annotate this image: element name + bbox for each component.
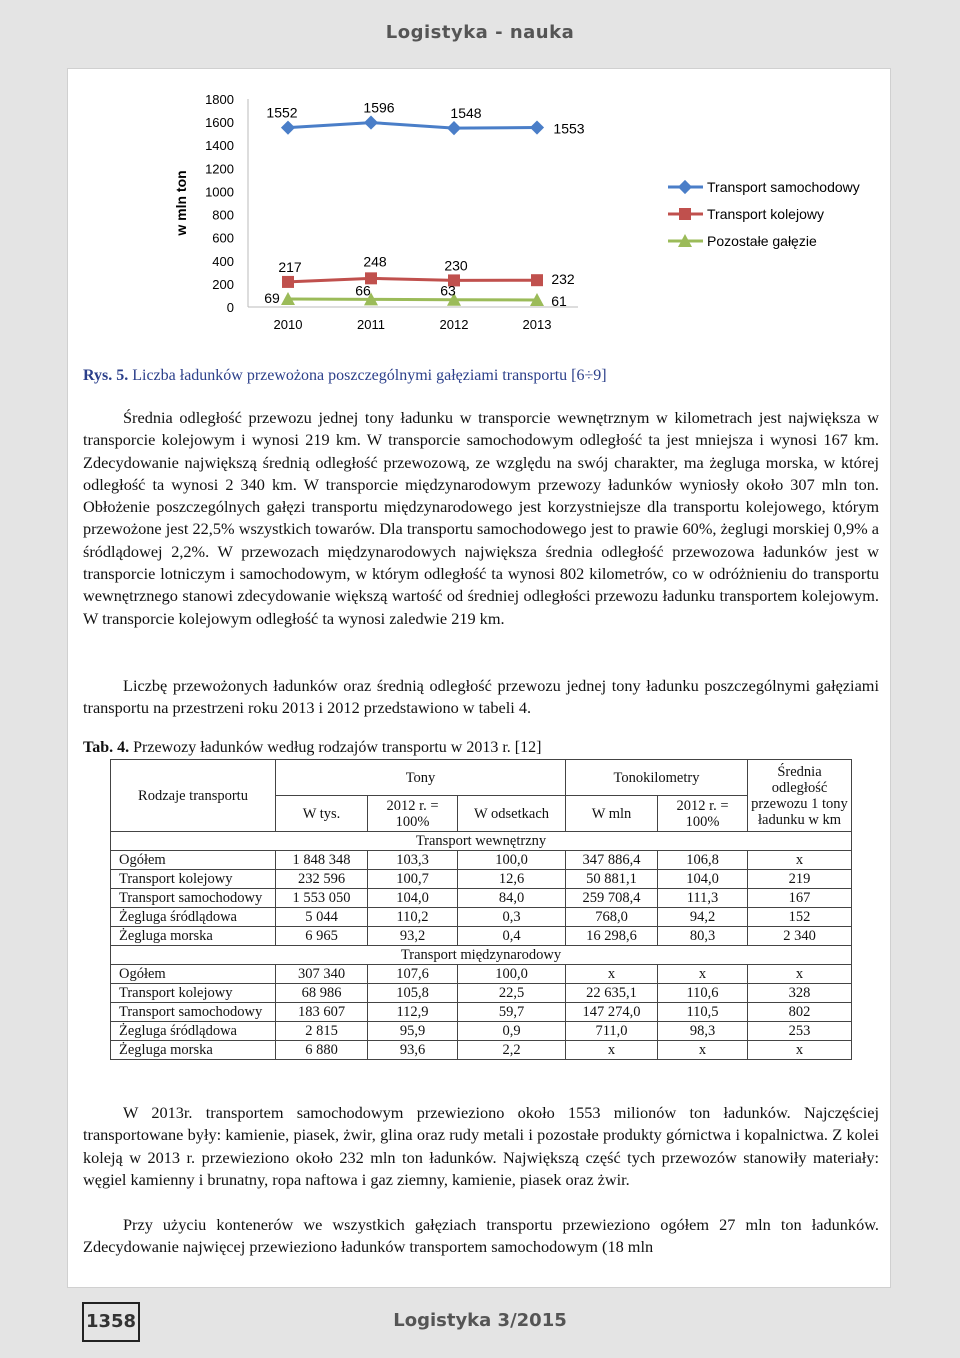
row-label: Transport samochodowy bbox=[111, 889, 276, 908]
row-label: Transport kolejowy bbox=[111, 984, 276, 1003]
table-cell: 100,7 bbox=[368, 870, 458, 889]
table-cell: 232 596 bbox=[276, 870, 368, 889]
table-cell: 16 298,6 bbox=[566, 927, 658, 946]
figure-caption bbox=[83, 367, 607, 385]
figure-caption-text: Liczba ładunków przewożona poszczególnymi gałęziami transportu [6÷9] bbox=[132, 367, 607, 384]
y-axis-label: w mln ton bbox=[173, 170, 189, 236]
page-sheet bbox=[67, 68, 891, 1288]
table-cell: 103,3 bbox=[368, 851, 458, 870]
x-tick-label: 2012 bbox=[439, 317, 469, 332]
y-tick-label: 400 bbox=[212, 253, 234, 269]
section-transport-miedzynarodowy: Transport międzynarodowy bbox=[111, 946, 852, 965]
data-label: 1553 bbox=[553, 120, 585, 137]
paragraph-4: Przy użyciu kontenerów we wszystkich gałęziach transportu przewieziono ogółem 27 mln ton ładunków. Zdecydowanie najwięcej przewieziono ładunków transportem samochodowym (18 mln bbox=[83, 1215, 879, 1257]
journal-footer: Logistyka 3/2015 bbox=[393, 1310, 567, 1331]
data-label: 63 bbox=[440, 282, 456, 299]
table-cell: 347 886,4 bbox=[566, 851, 658, 870]
table-cell: 104,0 bbox=[658, 870, 748, 889]
table-cell: 0,9 bbox=[458, 1022, 566, 1041]
table-cell: x bbox=[658, 1041, 748, 1060]
y-tick-label: 1600 bbox=[205, 115, 234, 131]
table-cell: 112,9 bbox=[368, 1003, 458, 1022]
legend-marker bbox=[678, 180, 692, 194]
table-cell: 95,9 bbox=[368, 1022, 458, 1041]
table-cell: 68 986 bbox=[276, 984, 368, 1003]
header-2012-tony: 2012 r. = 100% bbox=[368, 796, 458, 832]
chart-svg bbox=[168, 81, 908, 341]
row-label: Żegluga morska bbox=[111, 1041, 276, 1060]
table-cell: 147 274,0 bbox=[566, 1003, 658, 1022]
line-chart bbox=[168, 81, 908, 346]
x-tick-label: 2013 bbox=[522, 317, 552, 332]
header-rodzaje: Rodzaje transportu bbox=[111, 760, 276, 832]
y-tick-label: 0 bbox=[226, 300, 234, 315]
row-label: Żegluga śródlądowa bbox=[111, 908, 276, 927]
series-line bbox=[288, 278, 537, 282]
table-cell: 93,2 bbox=[368, 927, 458, 946]
table-cell: 105,8 bbox=[368, 984, 458, 1003]
legend-label: Transport samochodowy bbox=[707, 179, 860, 195]
table-cell: 328 bbox=[748, 984, 852, 1003]
table-row bbox=[111, 1041, 852, 1060]
data-label: 230 bbox=[444, 257, 468, 274]
table-cell: 98,3 bbox=[658, 1022, 748, 1041]
table-caption-text: Przewozy ładunków według rodzajów transportu w 2013 r. [12] bbox=[133, 739, 542, 756]
table-cell: 110,2 bbox=[368, 908, 458, 927]
header-w-tys: W tys. bbox=[276, 796, 368, 832]
data-label: 1596 bbox=[363, 99, 395, 116]
table-cell: 22,5 bbox=[458, 984, 566, 1003]
table-cell: 1 848 348 bbox=[276, 851, 368, 870]
table-row bbox=[111, 870, 852, 889]
table-cell: 110,5 bbox=[658, 1003, 748, 1022]
table-cell: 152 bbox=[748, 908, 852, 927]
legend-marker bbox=[679, 208, 691, 220]
page-number: 1358 bbox=[82, 1302, 140, 1342]
table-cell: 59,7 bbox=[458, 1003, 566, 1022]
data-label: 61 bbox=[551, 292, 567, 309]
table-cell: 768,0 bbox=[566, 908, 658, 927]
row-label: Ogółem bbox=[111, 965, 276, 984]
table-cell: 167 bbox=[748, 889, 852, 908]
row-label: Żegluga morska bbox=[111, 927, 276, 946]
y-tick-label: 1800 bbox=[205, 92, 234, 107]
table-cell: 0,3 bbox=[458, 908, 566, 927]
table-cell: 6 965 bbox=[276, 927, 368, 946]
table-caption bbox=[83, 739, 541, 757]
table-cell: 50 881,1 bbox=[566, 870, 658, 889]
section-transport-wewnetrzny: Transport wewnętrzny bbox=[111, 832, 852, 851]
table-cell: 106,8 bbox=[658, 851, 748, 870]
row-label: Ogółem bbox=[111, 851, 276, 870]
legend-label: Pozostałe gałęzie bbox=[707, 233, 817, 249]
table-cell: 80,3 bbox=[658, 927, 748, 946]
data-label: 69 bbox=[264, 290, 280, 307]
x-tick-label: 2010 bbox=[273, 317, 303, 332]
table-cell: x bbox=[748, 851, 852, 870]
paragraph-3: W 2013r. transportem samochodowym przewieziono około 1553 milionów ton ładunków. Najczęściej transportowane były: kamienie, piasek, żwir, glina oraz rudy metali i pozostałe produkty górnictwa i kopalnictwa. Z kolei koleją w 2013 r. przewieziono około 232 mln ton ładunków. Największą część tych przewozów stanowiły materiały: węgiel kamienny i brunatny, ropa naftowa i gaz ziemny, kamienie, piasek oraz żwir. bbox=[83, 1103, 879, 1189]
series-line bbox=[288, 299, 537, 300]
table-cell: 5 044 bbox=[276, 908, 368, 927]
table-cell: 2 815 bbox=[276, 1022, 368, 1041]
table-cell: 84,0 bbox=[458, 889, 566, 908]
data-point-samochodowy bbox=[530, 120, 544, 134]
data-point-samochodowy bbox=[364, 116, 378, 130]
series-line bbox=[288, 123, 537, 129]
table-row bbox=[111, 1003, 852, 1022]
table-cell: 0,4 bbox=[458, 927, 566, 946]
figure-caption-label: Rys. 5. bbox=[83, 367, 129, 384]
table-cell: 100,0 bbox=[458, 965, 566, 984]
y-tick-label: 800 bbox=[212, 207, 234, 223]
header-w-odsetkach: W odsetkach bbox=[458, 796, 566, 832]
y-tick-label: 1000 bbox=[205, 184, 234, 200]
header-tonokilometry: Tonokilometry bbox=[566, 760, 748, 796]
header-tony: Tony bbox=[276, 760, 566, 796]
table-cell: 1 553 050 bbox=[276, 889, 368, 908]
data-label: 66 bbox=[355, 282, 371, 299]
table-cell: x bbox=[566, 965, 658, 984]
table-caption-label: Tab. 4. bbox=[83, 739, 130, 756]
table-row bbox=[111, 965, 852, 984]
table-cell: 6 880 bbox=[276, 1041, 368, 1060]
table-cell: 104,0 bbox=[368, 889, 458, 908]
table-row bbox=[111, 889, 852, 908]
y-tick-label: 1400 bbox=[205, 138, 234, 154]
table-cell: 2 340 bbox=[748, 927, 852, 946]
table-cell: 253 bbox=[748, 1022, 852, 1041]
row-label: Transport samochodowy bbox=[111, 1003, 276, 1022]
table-cell: 93,6 bbox=[368, 1041, 458, 1060]
paragraph-2: Liczbę przewożonych ładunków oraz średnią odległość przewozu jednej tony ładunku poszczególnymi gałęziami transportu na przestrzeni roku 2013 i 2012 przedstawiono w tabeli 4. bbox=[83, 676, 879, 718]
header-srednia: Średnia odległość przewozu 1 tony ładunku w km bbox=[748, 760, 852, 832]
data-label: 248 bbox=[363, 253, 387, 270]
table-cell: 22 635,1 bbox=[566, 984, 658, 1003]
data-label: 1552 bbox=[266, 104, 298, 121]
table-cell: x bbox=[566, 1041, 658, 1060]
table-row bbox=[111, 927, 852, 946]
paragraph-1: Średnia odległość przewozu jednej tony ładunku w transporcie wewnętrznym w kilometrach jest największa w transporcie kolejowym i wynosi 219 km. W transporcie samochodowym odległość ta jest mniejsza i wynosi 167 km. Zdecydowanie największą średnią odległość przewozową, ze względu na swój charakter, ma żegluga morska, w której odległość ta wynosi 2 340 km. W transporcie międzynarodowym przewozy ładunków wyniosły około 307 mln ton. Obłożenie poszczególnych gałęzi transportu międzynarodowego jest korzystniejsze dla transportu kolejowego, którym przewożone jest 22,5% wszystkich towarów. Dla transportu samochodowego jest to prawie 60%, żeglugi morskiej 0,9% a śródlądowej 2,2%. W przewozach międzynarodowych największa średnia odległość przewozowa ładunków jest w transporcie lotniczym i samochodowym, w którym odległość ta wynosi 802 kilometrów, co w odróżnieniu do transportu wewnętrznego stanowi zdecydowanie większą wartość od średniej odległości przewozu ładunku transportem kolejowym. W transporcie kolejowym odległość ta wynosi zaledwie 219 km. bbox=[83, 408, 879, 628]
table-cell: x bbox=[658, 965, 748, 984]
table-cell: 307 340 bbox=[276, 965, 368, 984]
row-label: Żegluga śródlądowa bbox=[111, 1022, 276, 1041]
table-cell: x bbox=[748, 965, 852, 984]
data-point-kolejowy bbox=[282, 276, 294, 288]
table-cell: 183 607 bbox=[276, 1003, 368, 1022]
table-cell: 259 708,4 bbox=[566, 889, 658, 908]
table-cell: 110,6 bbox=[658, 984, 748, 1003]
running-header: Logistyka - nauka bbox=[385, 22, 575, 43]
table-cell: 802 bbox=[748, 1003, 852, 1022]
legend-label: Transport kolejowy bbox=[707, 206, 824, 222]
y-tick-label: 200 bbox=[212, 276, 234, 292]
data-point-samochodowy bbox=[281, 121, 295, 135]
table-cell: 111,3 bbox=[658, 889, 748, 908]
header-w-mln: W mln bbox=[566, 796, 658, 832]
data-label: 1548 bbox=[450, 105, 482, 122]
table-cell: 12,6 bbox=[458, 870, 566, 889]
x-tick-label: 2011 bbox=[357, 317, 385, 332]
table-cell: 94,2 bbox=[658, 908, 748, 927]
data-label: 217 bbox=[278, 258, 302, 275]
row-label: Transport kolejowy bbox=[111, 870, 276, 889]
table-row bbox=[111, 908, 852, 927]
table-row bbox=[111, 984, 852, 1003]
table-row bbox=[111, 851, 852, 870]
y-tick-label: 1200 bbox=[205, 161, 234, 177]
table-cell: 711,0 bbox=[566, 1022, 658, 1041]
table-cell: 100,0 bbox=[458, 851, 566, 870]
data-label: 232 bbox=[551, 271, 575, 288]
table-cell: 2,2 bbox=[458, 1041, 566, 1060]
table-cell: x bbox=[748, 1041, 852, 1060]
table-cell: 219 bbox=[748, 870, 852, 889]
transport-table bbox=[110, 759, 852, 1060]
table-cell: 107,6 bbox=[368, 965, 458, 984]
header-2012-tkm: 2012 r. = 100% bbox=[658, 796, 748, 832]
table-row bbox=[111, 1022, 852, 1041]
data-point-samochodowy bbox=[447, 121, 461, 135]
y-tick-label: 600 bbox=[212, 230, 234, 246]
data-point-kolejowy bbox=[531, 274, 543, 286]
